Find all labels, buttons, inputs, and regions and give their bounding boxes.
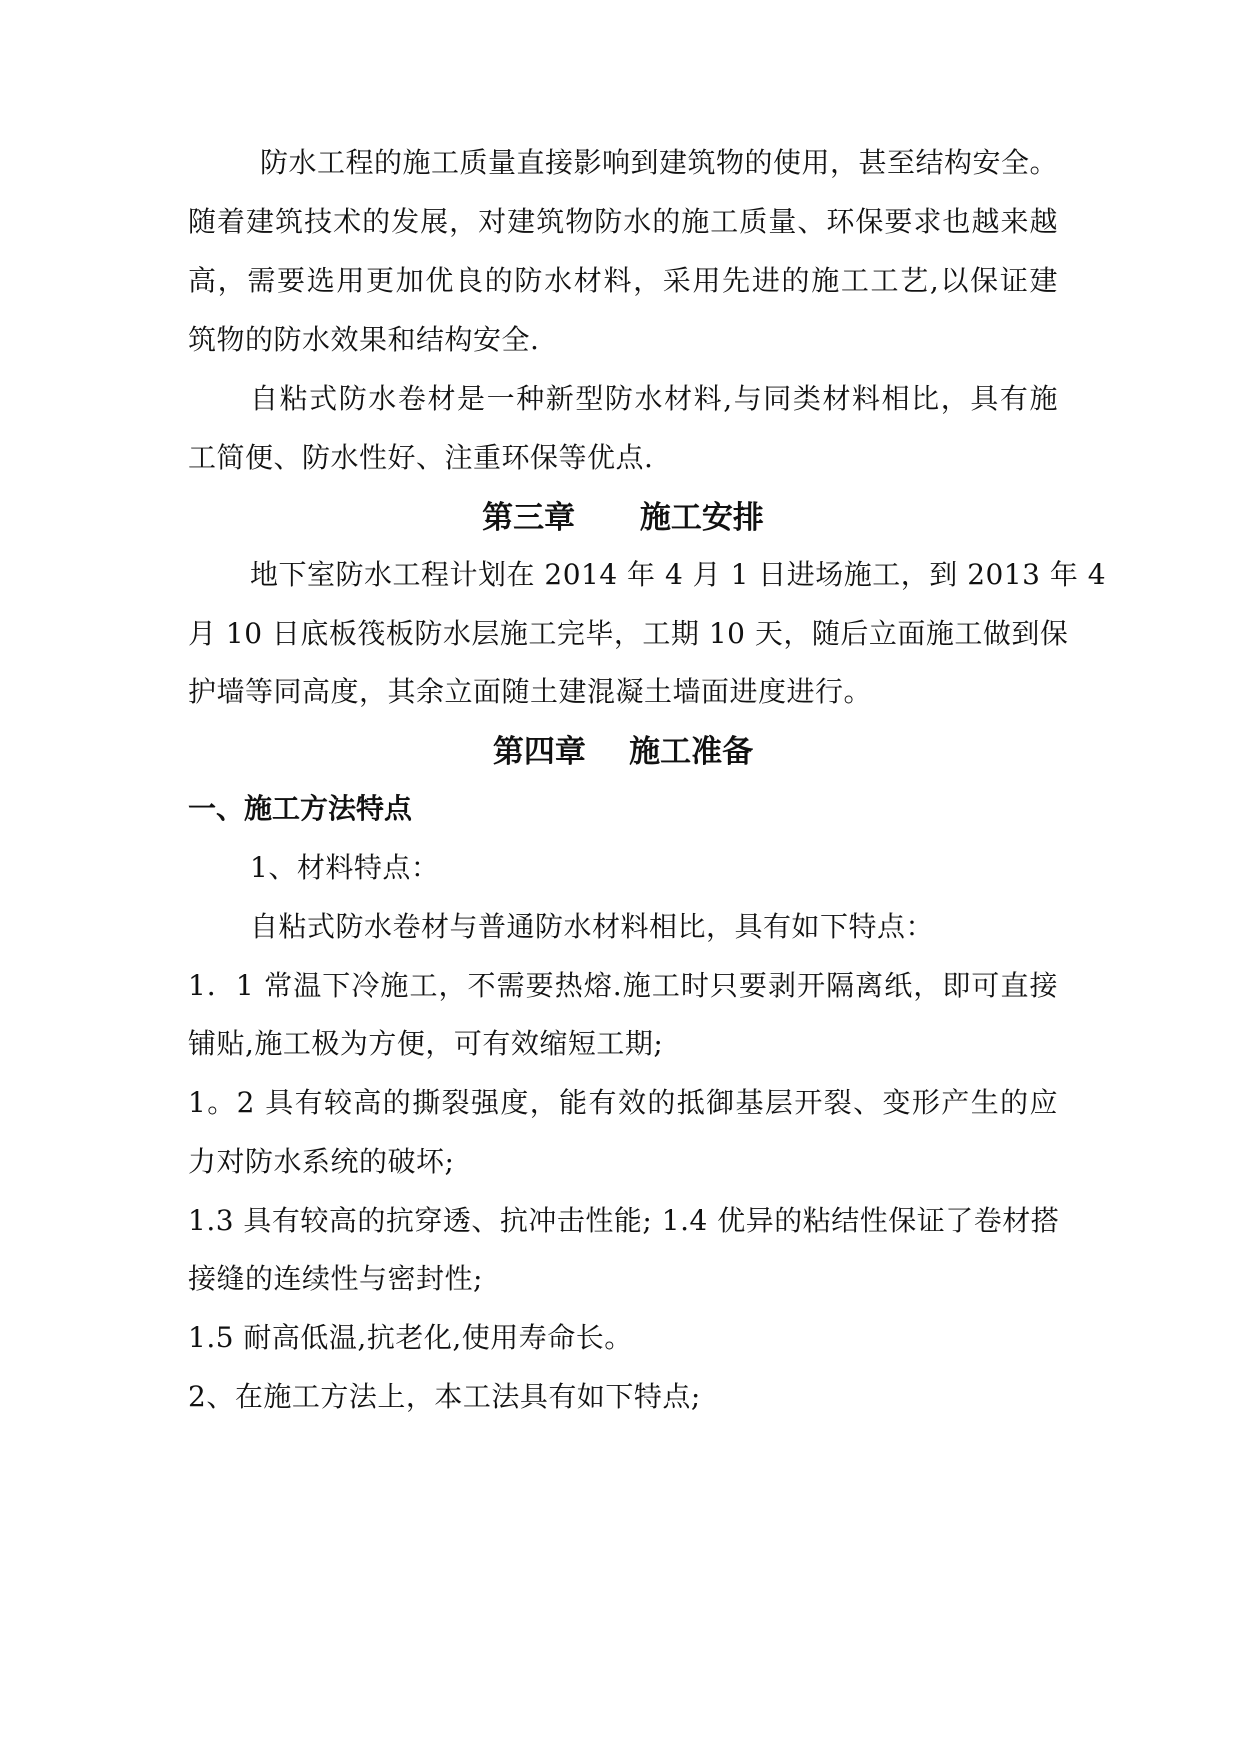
paragraph-line: 月 10 日底板筏板防水层施工完毕，工期 10 天，随后立面施工做到保 <box>188 617 1069 650</box>
paragraph-line: 护墙等同高度，其余立面随土建混凝土墙面进度进行。 <box>188 675 873 708</box>
list-item-line: 1.3 具有较高的抗穿透、抗冲击性能; 1.4 优异的粘结性保证了卷材搭 <box>188 1204 1060 1237</box>
paragraph-line: 筑物的防水效果和结构安全. <box>188 323 540 356</box>
section-heading: 一、施工方法特点 <box>188 792 413 825</box>
paragraph-line: 自粘式防水卷材与普通防水材料相比，具有如下特点： <box>250 910 935 943</box>
paragraph-line: 随着建筑技术的发展，对建筑物防水的施工质量、环保要求也越来越 <box>188 205 1058 238</box>
list-item-line: 2、在施工方法上，本工法具有如下特点; <box>188 1380 701 1413</box>
chapter-heading: 第四章 施工准备 <box>492 734 754 770</box>
list-item-line: 力对防水系统的破坏; <box>188 1145 455 1178</box>
chapter-heading: 第三章 施工安排 <box>482 500 764 536</box>
list-item-label: 1、材料特点： <box>250 851 440 884</box>
list-item-line: 铺贴,施工极为方便，可有效缩短工期; <box>188 1027 664 1060</box>
list-item-line: 1．1 常温下冷施工，不需要热熔.施工时只要剥开隔离纸，即可直接 <box>188 969 1058 1002</box>
list-item-line: 接缝的连续性与密封性; <box>188 1262 483 1295</box>
paragraph-line: 防水工程的施工质量直接影响到建筑物的使用，甚至结构安全。 <box>260 146 1059 179</box>
paragraph-line: 自粘式防水卷材是一种新型防水材料,与同类材料相比，具有施 <box>250 382 1058 415</box>
paragraph-line: 高，需要选用更加优良的防水材料，采用先进的施工工艺,以保证建 <box>188 264 1058 297</box>
paragraph-line: 地下室防水工程计划在 2014 年 4 月 1 日进场施工，到 2013 年 4 <box>250 558 1107 591</box>
list-item-line: 1.5 耐高低温,抗老化,使用寿命长。 <box>188 1321 633 1354</box>
paragraph-line: 工简便、防水性好、注重环保等优点. <box>188 441 654 474</box>
list-item-line: 1。2 具有较高的撕裂强度，能有效的抵御基层开裂、变形产生的应 <box>188 1086 1058 1119</box>
